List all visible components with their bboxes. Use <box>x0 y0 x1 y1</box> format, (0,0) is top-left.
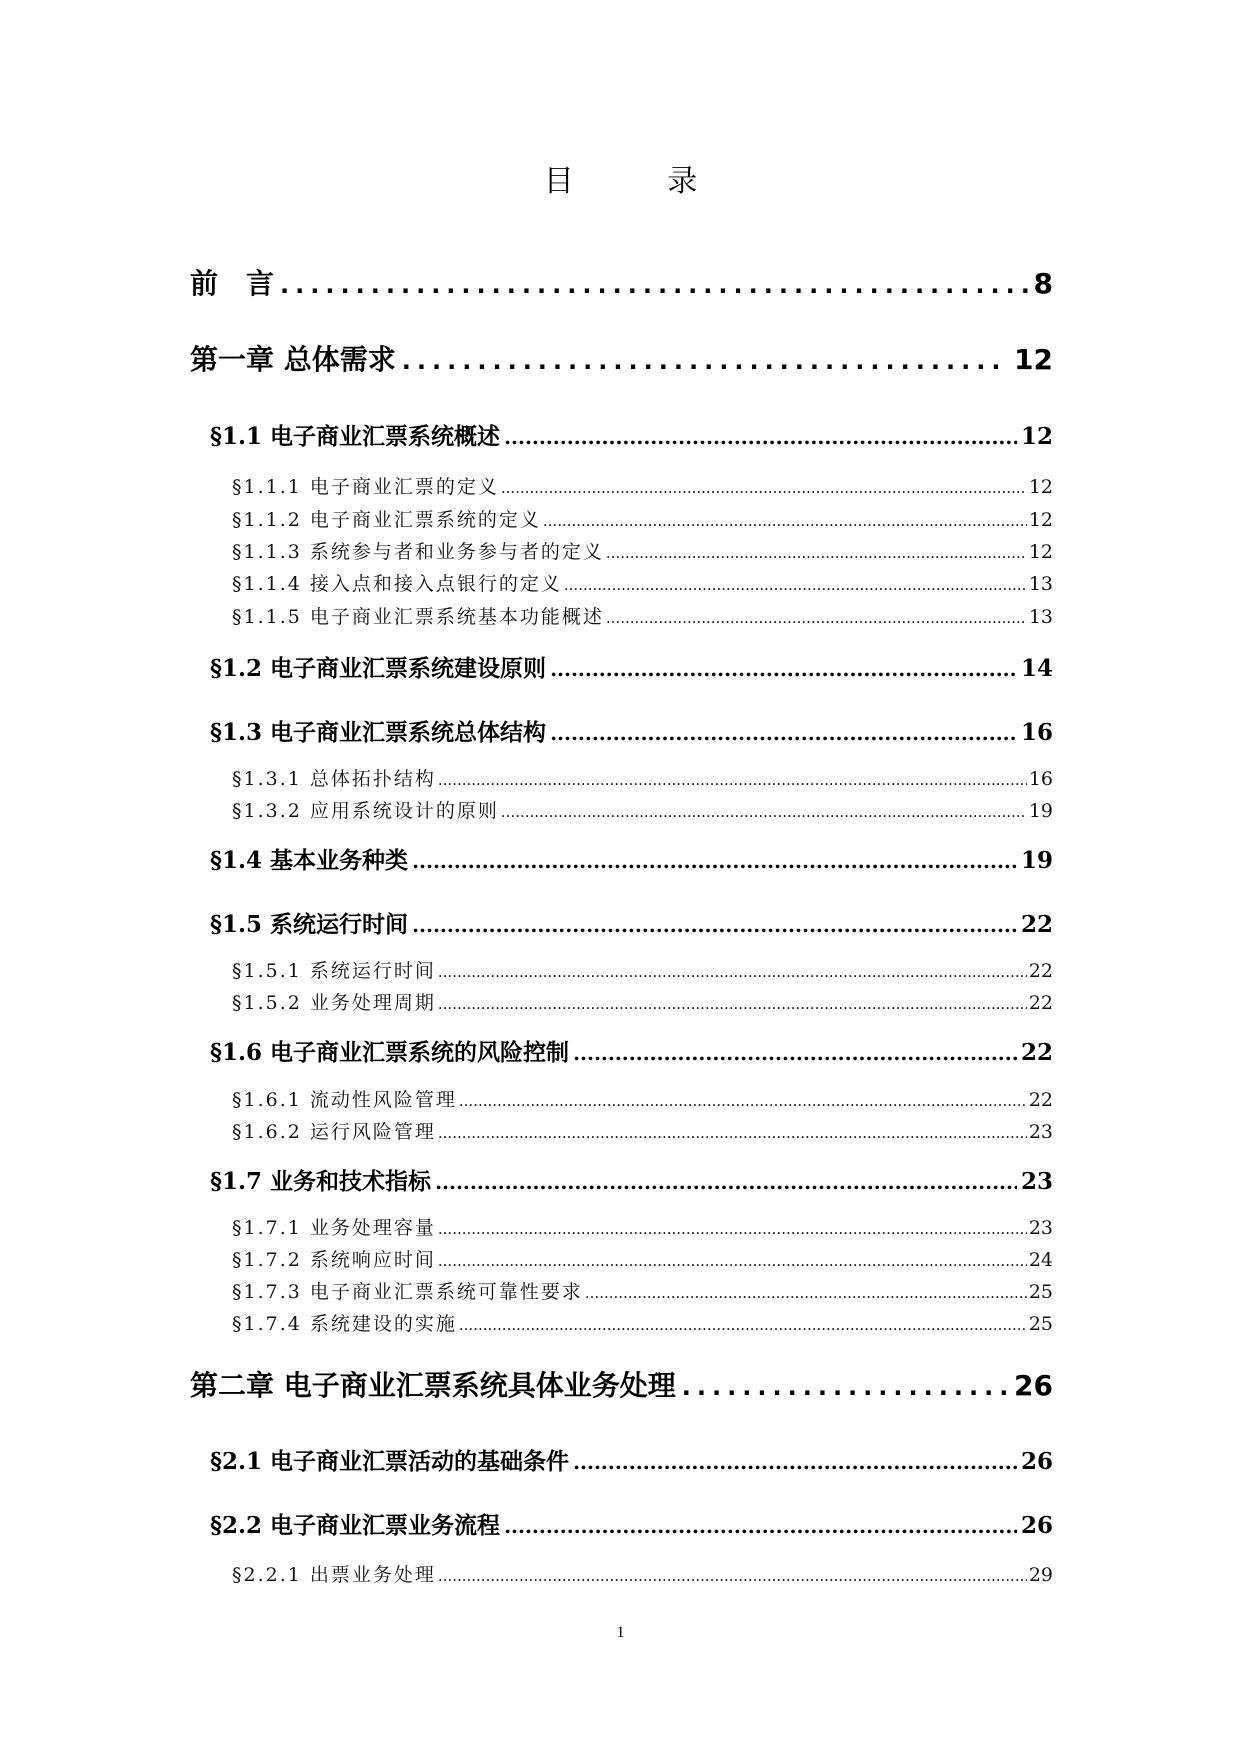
toc-entry-label: §1.7.4 系统建设的实施 <box>232 1313 457 1335</box>
toc-entry-label: 前 言 <box>190 267 275 300</box>
toc-entry-page: 12 <box>1028 476 1053 498</box>
toc-dot-leader <box>459 1316 1027 1334</box>
toc-entry-page: 13 <box>1028 573 1053 595</box>
toc-dot-leader <box>504 425 1017 449</box>
toc-dot-leader <box>550 657 1017 681</box>
toc-entry-label: §1.5.2 业务处理周期 <box>232 992 436 1014</box>
toc-entry-label: 第一章 总体需求 <box>190 343 396 376</box>
toc-dot-leader <box>438 771 1027 789</box>
toc-entry-page: 26 <box>1020 1448 1053 1475</box>
toc-dot-leader <box>573 1041 1017 1065</box>
toc-entry-page: 22 <box>1028 1089 1053 1111</box>
toc-entry-label: §1.7.3 电子商业汇票系统可靠性要求 <box>232 1281 583 1303</box>
toc-entry-subsection-1-3-2[interactable] <box>232 796 1053 822</box>
toc-entry-section-1-7[interactable] <box>210 1163 1053 1195</box>
toc-entry-page: 22 <box>1020 911 1053 938</box>
toc-entry-section-1-4[interactable] <box>210 842 1053 874</box>
toc-entry-label: §1.7.2 系统响应时间 <box>232 1249 436 1271</box>
toc-entry-label: §1.1.1 电子商业汇票的定义 <box>232 476 499 498</box>
toc-entry-subsection-1-7-2[interactable] <box>232 1245 1053 1271</box>
toc-dot-leader <box>438 1124 1027 1142</box>
toc-dot-leader <box>402 347 1008 375</box>
toc-entry-page: 22 <box>1028 960 1053 982</box>
toc-entry-page: 29 <box>1028 1564 1053 1586</box>
toc-entry-page: 22 <box>1028 992 1053 1014</box>
toc-entry-subsection-1-1-5[interactable] <box>232 602 1053 628</box>
toc-entry-subsection-1-6-1[interactable] <box>232 1085 1053 1111</box>
toc-dot-leader <box>606 544 1027 562</box>
toc-entry-label: §1.1.2 电子商业汇票系统的定义 <box>232 509 541 531</box>
toc-entry-label: §1.1 电子商业汇票系统概述 <box>210 423 501 450</box>
toc-entry-label: §1.1.5 电子商业汇票系统基本功能概述 <box>232 606 604 628</box>
toc-dot-leader <box>550 721 1017 745</box>
toc-entry-label: §1.6.2 运行风险管理 <box>232 1121 436 1143</box>
toc-entry-label: §1.2 电子商业汇票系统建设原则 <box>210 655 547 682</box>
toc-dot-leader <box>459 1092 1027 1110</box>
toc-entry-label: §1.3 电子商业汇票系统总体结构 <box>210 719 547 746</box>
toc-dot-leader <box>543 512 1027 530</box>
toc-dot-leader <box>438 1252 1027 1270</box>
toc-entry-label: §1.6.1 流动性风险管理 <box>232 1089 457 1111</box>
toc-entry-subsection-1-1-2[interactable] <box>232 505 1053 531</box>
toc-entry-page: 22 <box>1020 1039 1053 1066</box>
toc-dot-leader <box>412 849 1017 873</box>
toc-entry-label: §2.1 电子商业汇票活动的基础条件 <box>210 1448 570 1475</box>
page-number: 1 <box>616 1624 625 1641</box>
toc-entry-subsection-1-1-1[interactable] <box>232 472 1053 498</box>
toc-entry-page: 16 <box>1020 719 1053 746</box>
toc-entry-label: 第二章 电子商业汇票系统具体业务处理 <box>190 1369 676 1402</box>
toc-entry-section-2-2[interactable] <box>210 1507 1053 1539</box>
toc-entry-chapter-1[interactable] <box>190 338 1053 378</box>
toc-entry-page: 8 <box>1033 267 1053 300</box>
toc-dot-leader <box>438 1220 1027 1238</box>
toc-entry-section-1-5[interactable] <box>210 906 1053 938</box>
toc-entry-label: §1.4 基本业务种类 <box>210 847 409 874</box>
toc-dot-leader <box>412 913 1017 937</box>
toc-dot-leader <box>438 1567 1027 1585</box>
toc-entry-label: §1.3.1 总体拓扑结构 <box>232 768 436 790</box>
toc-entry-subsection-1-3-1[interactable] <box>232 764 1053 790</box>
toc-entry-section-1-6[interactable] <box>210 1034 1053 1066</box>
toc-entry-page: 19 <box>1020 847 1053 874</box>
toc-entry-label: §1.6 电子商业汇票系统的风险控制 <box>210 1039 570 1066</box>
toc-dot-leader <box>504 1514 1017 1538</box>
toc-entry-page: 23 <box>1028 1121 1053 1143</box>
toc-entry-label: §1.1.4 接入点和接入点银行的定义 <box>232 573 562 595</box>
toc-entry-subsection-1-7-3[interactable] <box>232 1277 1053 1303</box>
toc-entry-page: 23 <box>1020 1168 1053 1195</box>
toc-entry-label: §2.2 电子商业汇票业务流程 <box>210 1512 501 1539</box>
toc-entry-subsection-1-7-4[interactable] <box>232 1309 1053 1335</box>
toc-entry-subsection-1-6-2[interactable] <box>232 1117 1053 1143</box>
toc-entry-chapter-2[interactable] <box>190 1364 1053 1404</box>
toc-dot-leader <box>606 609 1027 627</box>
toc-entry-page: 24 <box>1028 1249 1053 1271</box>
page-title: 目 录 <box>543 164 740 199</box>
toc-dot-leader <box>435 1170 1017 1194</box>
toc-entry-subsection-1-1-4[interactable] <box>232 569 1053 595</box>
toc-dot-leader <box>501 803 1027 821</box>
toc-entry-subsection-1-5-1[interactable] <box>232 956 1053 982</box>
toc-entry-page: 14 <box>1020 655 1053 682</box>
toc-entry-label: §1.7.1 业务处理容量 <box>232 1217 436 1239</box>
toc-dot-leader <box>585 1284 1027 1302</box>
toc-entry-section-1-2[interactable] <box>210 650 1053 682</box>
toc-entry-subsection-2-2-1[interactable] <box>232 1560 1053 1586</box>
toc-entry-page: 12 <box>1014 343 1053 376</box>
toc-entry-page: 25 <box>1028 1281 1053 1303</box>
toc-entry-page: 12 <box>1020 423 1053 450</box>
toc-entry-page: 26 <box>1020 1512 1053 1539</box>
toc-entry-subsection-1-7-1[interactable] <box>232 1213 1053 1239</box>
toc-entry-page: 12 <box>1028 541 1053 563</box>
toc-entry-section-1-1[interactable] <box>210 418 1053 450</box>
toc-entry-page: 16 <box>1028 768 1053 790</box>
toc-dot-leader <box>682 1373 1008 1401</box>
toc-entry-preface[interactable] <box>190 262 1053 302</box>
toc-entry-section-2-1[interactable] <box>210 1443 1053 1475</box>
toc-dot-leader <box>564 576 1027 594</box>
toc-entry-page: 13 <box>1028 606 1053 628</box>
toc-entry-page: 23 <box>1028 1217 1053 1239</box>
toc-entry-page: 25 <box>1028 1313 1053 1335</box>
toc-dot-leader <box>438 995 1027 1013</box>
toc-dot-leader <box>438 963 1027 981</box>
toc-entry-label: §1.7 业务和技术指标 <box>210 1168 432 1195</box>
toc-entry-page: 19 <box>1028 800 1053 822</box>
toc-entry-section-1-3[interactable] <box>210 714 1053 746</box>
toc-entry-page: 26 <box>1014 1369 1053 1402</box>
toc-entry-page: 12 <box>1028 509 1053 531</box>
toc-entry-label: §1.5.1 系统运行时间 <box>232 960 436 982</box>
toc-entry-subsection-1-1-3[interactable] <box>232 537 1053 563</box>
toc-entry-label: §2.2.1 出票业务处理 <box>232 1564 436 1586</box>
toc-dot-leader <box>280 271 1028 299</box>
toc-dot-leader <box>573 1450 1017 1474</box>
toc-dot-leader <box>501 479 1027 497</box>
toc-entry-subsection-1-5-2[interactable] <box>232 988 1053 1014</box>
toc-entry-label: §1.3.2 应用系统设计的原则 <box>232 800 499 822</box>
toc-entry-label: §1.5 系统运行时间 <box>210 911 409 938</box>
toc-entry-label: §1.1.3 系统参与者和业务参与者的定义 <box>232 541 604 563</box>
